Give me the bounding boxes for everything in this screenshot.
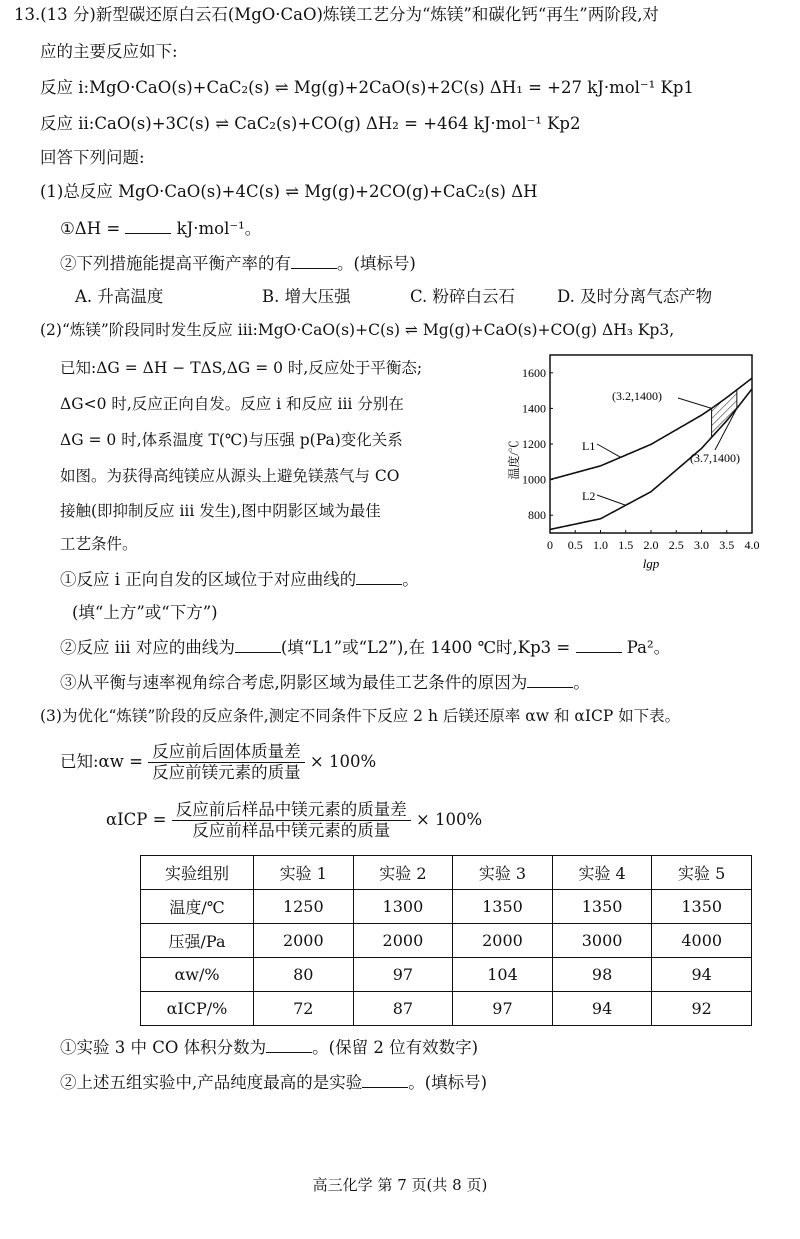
part2-para-1: 已知:ΔG = ΔH − TΔS,ΔG = 0 时,反应处于平衡态; (60, 359, 423, 377)
alpha-w-formula (60, 740, 376, 784)
answer-blank[interactable] (576, 638, 622, 653)
times-100: × 100% (415, 810, 483, 829)
table-cell: 1350 (453, 890, 553, 924)
part1-stem: (1)总反应 MgO·CaO(s)+4C(s) ⇌ Mg(g)+2CO(g)+CaC₂(s) ΔH (40, 182, 538, 201)
q2-pre: ②反应 iii 对应的曲线为 (60, 638, 235, 657)
q1-pre: ①ΔH = (60, 219, 121, 238)
table-cell: 104 (453, 958, 553, 992)
q3-pre: ③从平衡与速率视角综合考虑,阴影区域为最佳工艺条件的原因为 (60, 673, 528, 692)
experiment-table (140, 855, 752, 1026)
header-cell: 实验 2 (353, 856, 453, 890)
x-tick-label: 0.5 (567, 538, 583, 552)
x-tick-label: 2.0 (643, 538, 659, 552)
header-cell: 实验 4 (552, 856, 652, 890)
table-cell: 87 (353, 992, 453, 1026)
table-cell: 2000 (453, 924, 553, 958)
annotation-leader (678, 398, 712, 408)
table-cell: 80 (254, 958, 354, 992)
header-cell: 实验 3 (453, 856, 553, 890)
part2-q1 (60, 569, 419, 591)
table-cell: 94 (552, 992, 652, 1026)
question-intro-line2: 应的主要反应如下: (40, 42, 178, 61)
part2-q3 (60, 672, 590, 694)
y-tick-label: 1600 (522, 365, 546, 380)
y-tick-label: 1200 (522, 437, 546, 451)
x-tick-label: 2.5 (668, 538, 684, 552)
option-b: B. 增大压强 (262, 287, 351, 306)
table-cell: 97 (353, 958, 453, 992)
question-intro-line1: 13.(13 分)新型碳还原白云石(MgO·CaO)炼镁工艺分为“炼镁”和碳化钙“再生”两阶段,对 (14, 5, 659, 24)
part3-q2 (60, 1072, 487, 1094)
temperature-pressure-chart (500, 340, 780, 580)
q3-post: 。 (573, 673, 590, 692)
times-100: × 100% (309, 752, 377, 771)
numerator: 反应前后样品中镁元素的质量差 (172, 800, 411, 821)
table-cell: 1300 (353, 890, 453, 924)
answer-blank[interactable] (266, 1038, 312, 1053)
row-label: 压强/Pa (141, 924, 254, 958)
part2-q1-hint: (填“上方”或“下方”) (72, 603, 218, 622)
part1-q2 (60, 253, 416, 275)
x-tick-label: 0 (547, 538, 553, 552)
answer-blank[interactable] (362, 1073, 408, 1088)
answer-blank[interactable] (235, 638, 281, 653)
answer-blank[interactable] (125, 219, 171, 234)
part2-stem: (2)“炼镁”阶段同时发生反应 iii:MgO·CaO(s)+C(s) ⇌ Mg(g)+CaO(s)+CO(g) ΔH₃ Kp3, (40, 321, 675, 339)
table-cell: 4000 (652, 924, 752, 958)
table-cell: 97 (453, 992, 553, 1026)
q2-mid: (填“L1”或“L2”),在 1400 ℃时,Kp3 = (280, 638, 571, 657)
table-header-row (141, 856, 752, 890)
table-cell: 3000 (552, 924, 652, 958)
y-tick-label: 1000 (522, 472, 546, 487)
table-cell: 98 (552, 958, 652, 992)
header-cell: 实验组别 (141, 856, 254, 890)
annotation-3.7-1400: (3.7,1400) (690, 451, 740, 465)
table-row (141, 958, 752, 992)
x-tick-label: 3.0 (694, 538, 709, 552)
option-c: C. 粉碎白云石 (410, 287, 516, 306)
table-cell: 2000 (353, 924, 453, 958)
table-cell: 72 (254, 992, 354, 1026)
alpha-icp-formula (106, 798, 482, 842)
y-axis-label: 温度/℃ (507, 440, 521, 480)
answer-blank[interactable] (527, 673, 573, 688)
table-cell: 1250 (254, 890, 354, 924)
table-row (141, 924, 752, 958)
answer-blank[interactable] (356, 570, 402, 585)
part2-para-3: ΔG = 0 时,体系温度 T(℃)与压强 p(Pa)变化关系 (60, 431, 403, 449)
denominator: 反应前镁元素的质量 (152, 763, 301, 782)
q1-post: 。(保留 2 位有效数字) (312, 1038, 479, 1057)
table-cell: 92 (652, 992, 752, 1026)
table-row (141, 890, 752, 924)
numerator: 反应前后固体质量差 (148, 742, 305, 763)
label-leader (597, 444, 621, 457)
y-tick-label: 800 (528, 508, 546, 523)
part2-para-2: ΔG<0 时,反应正向自发。反应 i 和反应 iii 分别在 (60, 395, 404, 413)
row-label: αw/% (141, 958, 254, 992)
part2-para-6: 工艺条件。 (60, 535, 138, 553)
q2-pre: ②下列措施能提高平衡产率的有 (60, 254, 291, 273)
reaction-i: 反应 i:MgO·CaO(s)+CaC₂(s) ⇌ Mg(g)+2CaO(s)+2C(s) ΔH₁ = +27 kJ·mol⁻¹ Kp1 (40, 78, 694, 97)
x-tick-label: 1.5 (618, 538, 634, 552)
annotation-3.2-1400: (3.2,1400) (612, 389, 662, 403)
part3-stem: (3)为优化“炼镁”阶段的反应条件,测定不同条件下反应 2 h 后镁还原率 αw 和 αICP 如下表。 (40, 707, 681, 725)
alpha-icp-fraction (172, 800, 411, 841)
prompt: 回答下列问题: (40, 148, 145, 167)
reaction-ii: 反应 ii:CaO(s)+3C(s) ⇌ CaC₂(s)+CO(g) ΔH₂ = +464 kJ·mol⁻¹ Kp2 (40, 114, 581, 133)
x-axis-label: lgp (642, 556, 660, 571)
table-cell: 1350 (552, 890, 652, 924)
y-tick-label: 1400 (522, 401, 546, 416)
table-cell: 94 (652, 958, 752, 992)
part3-q1 (60, 1037, 478, 1059)
label-l2: L2 (582, 489, 596, 503)
header-cell: 实验 1 (254, 856, 354, 890)
option-a: A. 升高温度 (75, 287, 164, 306)
q2-post: 。(填标号) (408, 1073, 488, 1092)
q1-pre: ①实验 3 中 CO 体积分数为 (60, 1038, 267, 1057)
alpha-w-fraction (148, 742, 305, 783)
x-tick-label: 1.0 (593, 538, 608, 552)
part1-q1 (60, 218, 261, 240)
label-leader (597, 495, 626, 505)
part2-para-4: 如图。为获得高纯镁应从源头上避免镁蒸气与 CO (60, 467, 400, 485)
q2-post: Pa²。 (626, 638, 671, 657)
table-cell: 1350 (652, 890, 752, 924)
q1-post: 。 (402, 570, 419, 589)
option-d: D. 及时分离气态产物 (557, 287, 713, 306)
row-label: αICP/% (141, 992, 254, 1026)
part2-q2 (60, 637, 670, 659)
alpha-w-label: 已知:αw = (60, 752, 143, 771)
q1-pre: ①反应 i 正向自发的区域位于对应曲线的 (60, 570, 357, 589)
answer-blank[interactable] (291, 254, 337, 269)
row-label: 温度/℃ (141, 890, 254, 924)
table-row (141, 992, 752, 1026)
x-tick-label: 3.5 (719, 538, 735, 552)
alpha-icp-label: αICP = (106, 810, 167, 829)
label-l1: L1 (582, 439, 596, 453)
part2-para-5: 接触(即抑制反应 iii 发生),图中阴影区域为最佳 (60, 502, 381, 520)
denominator: 反应前样品中镁元素的质量 (192, 821, 391, 840)
page-footer: 高三化学 第 7 页(共 8 页) (312, 1176, 488, 1194)
header-cell: 实验 5 (652, 856, 752, 890)
q2-pre: ②上述五组实验中,产品纯度最高的是实验 (60, 1073, 363, 1092)
q1-post: kJ·mol⁻¹。 (176, 219, 262, 238)
q2-post: 。(填标号) (337, 254, 416, 273)
x-tick-label: 4.0 (744, 538, 760, 552)
table-cell: 2000 (254, 924, 354, 958)
